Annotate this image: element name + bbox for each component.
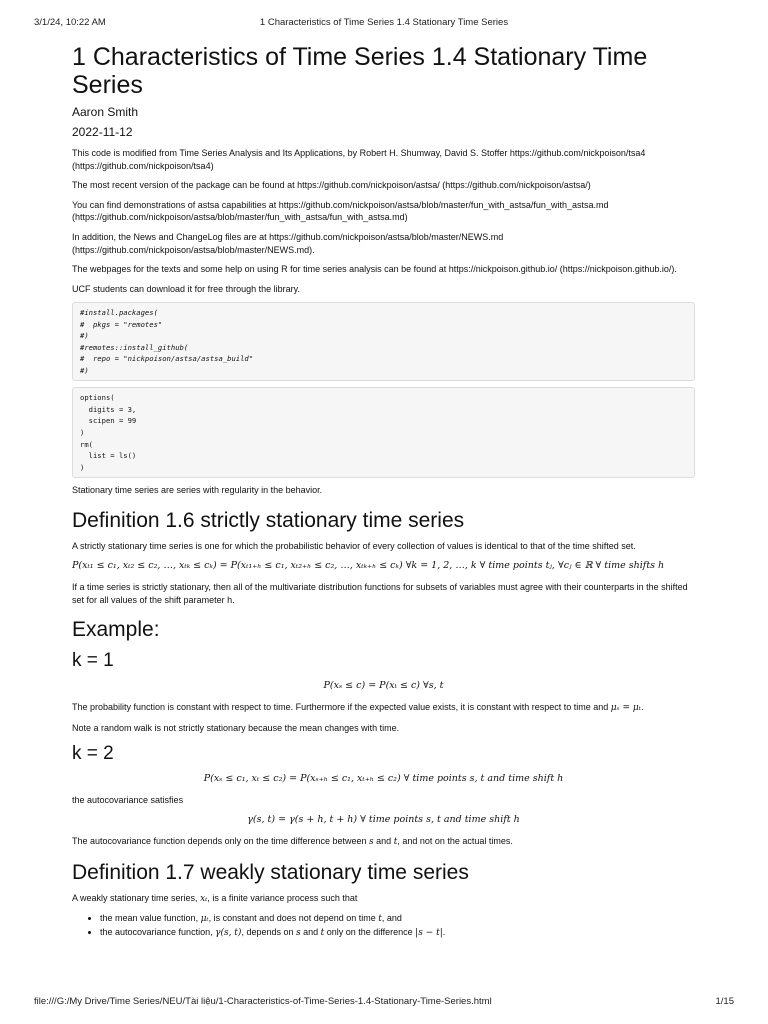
intro-paragraph-package: The most recent version of the package can be found at https://github.com/nickpoison/astsa/ (https://github.com/nickpoison/astsa/) — [72, 180, 591, 191]
text-part: , and not on the actual times. — [397, 836, 513, 847]
equation-k-1: P(xₛ ≤ c) = P(xₜ ≤ c) ∀s, t — [323, 680, 444, 692]
author: Aaron Smith — [72, 105, 139, 119]
text-part: , and — [381, 913, 402, 924]
stationary-intro: Stationary time series are series with regularity in the behavior. — [72, 485, 323, 496]
date: 2022-11-12 — [72, 125, 133, 139]
heading-k-1: k = 1 — [72, 650, 114, 672]
autocovariance-text — [72, 835, 695, 849]
k-1-text — [72, 701, 695, 715]
code-block-options: options( digits = 3, scipen = 99 ) rm( list = ls() ) — [72, 387, 695, 478]
heading-example: Example: — [72, 618, 160, 642]
k-2-text: the autocovariance satisfies — [72, 794, 184, 805]
text-part: . — [442, 927, 446, 938]
random-walk-note: Note a random walk is not strictly stationary because the mean changes with time. — [72, 723, 400, 734]
heading-definition-1-7: Definition 1.7 weakly stationary time series — [72, 860, 469, 884]
list-item — [100, 912, 695, 926]
intro-paragraph-webpages: The webpages for the texts and some help on using R for time series analysis can be found at https://nickpoison.github.io/ (https://nickpoison.github.io/). — [72, 264, 677, 275]
equation-autocovariance: γ(s, t) = γ(s + h, t + h) ∀ time points s, t and time shift h — [247, 814, 520, 826]
math-inline: μₛ = μₜ — [610, 703, 641, 714]
heading-k-2: k = 2 — [72, 742, 114, 764]
list-item — [100, 926, 695, 940]
print-datetime: 3/1/24, 10:22 AM — [34, 17, 106, 28]
k-1-text-end: . — [640, 702, 644, 713]
text-part: and — [300, 927, 321, 938]
math-inline: t — [393, 837, 398, 848]
k-1-text-part: The probability function is constant with respect to time. Furthermore if the expected value exists, it is constant with respect to time and — [72, 702, 611, 713]
math-inline: xₜ — [200, 893, 208, 904]
equation-k-2: P(xₛ ≤ c₁, xₜ ≤ c₂) = P(xₛ₊ₕ ≤ c₁, xₜ₊ₕ ≤ c₂) ∀ time points s, t and time shift h — [203, 772, 564, 784]
intro-paragraph-source: This code is modified from Time Series Analysis and Its Applications, by Robert H. Shumway, David S. Stoffer https://github.com/nickpoison/tsa4 (https://github.com/nickpoison/tsa4) — [72, 148, 646, 171]
text-part: , depends on — [241, 927, 296, 938]
text-part: the autocovariance function, — [100, 927, 216, 938]
intro-paragraph-news: In addition, the News and ChangeLog files are at https://github.com/nickpoison/astsa/blob/master/NEWS.md (https://github.com/nickpoison/astsa/blob/master/NEWS.md). — [72, 231, 504, 255]
math-inline: t — [320, 928, 325, 939]
text-part: A weakly stationary time series, — [72, 892, 201, 903]
intro-paragraph-demos: You can find demonstrations of astsa capabilities at https://github.com/nickpoison/astsa/blob/master/fun_with_astsa/fun_with_astsa.md (https://github.com/nickpoison/astsa/blob/master/fun_with_astsa/fun_with_astsa.md) — [72, 199, 609, 223]
code-block-install: #install.packages( # pkgs = "remotes" #) #remotes::install_github( # repo = "nickpoison/astsa/astsa_build" #) — [72, 302, 695, 381]
text-part: , is a finite variance process such that — [207, 892, 358, 903]
heading-definition-1-6: Definition 1.6 strictly stationary time series — [72, 508, 465, 532]
weak-stationarity-conditions — [72, 912, 695, 940]
intro-paragraph-ucf: UCF students can download it for free through the library. — [72, 283, 300, 294]
math-inline: γ(s, t) — [215, 928, 242, 939]
definition-1-6-after: If a time series is strictly stationary, then all of the multivariate distribution functions for subsets of variables must agree with their counterparts in the shifted set for all values of the shift parameter h. — [72, 582, 688, 605]
print-page-title: 1 Characteristics of Time Series 1.4 Stationary Time Series — [259, 17, 509, 28]
math-inline: t — [378, 914, 382, 925]
math-inline: μₜ — [200, 914, 209, 925]
math-inline: s — [295, 928, 301, 939]
text-part: and — [373, 836, 394, 847]
print-file-path: file:///G:/My Drive/Time Series/NEU/Tài liệu/1-Characteristics-of-Time-Series-1.4-Stationary-Time-Series.html — [34, 996, 492, 1007]
math-inline: |s − t| — [415, 928, 443, 939]
equation-strict-stationarity: P(xₜ₁ ≤ c₁, xₜ₂ ≤ c₂, …, xₜₖ ≤ cₖ) = P(xₜ₁₊ₕ ≤ c₁, xₜ₂₊ₕ ≤ c₂, …, xₜₖ₊ₕ ≤ cₖ) ∀k = 1, 2, …, k ∀ time points tⱼ, ∀cⱼ ∈ ℝ ∀ time shifts h — [72, 560, 665, 572]
text-part: The autocovariance function depends only on the time difference between — [72, 836, 370, 847]
text-part: the mean value function, — [100, 913, 201, 924]
document-content — [72, 44, 695, 940]
definition-1-7-text — [72, 892, 695, 906]
text-part: , is constant and does not depend on time — [208, 913, 379, 924]
definition-1-6-text: A strictly stationary time series is one for which the probabilistic behavior of every collection of values is identical to that of the time shifted set. — [72, 540, 636, 551]
print-page-number: 1/15 — [715, 996, 734, 1007]
document-title: 1 Characteristics of Time Series 1.4 Stationary Time Series — [72, 43, 648, 99]
math-inline: s — [369, 837, 374, 848]
text-part: only on the difference — [324, 927, 416, 938]
